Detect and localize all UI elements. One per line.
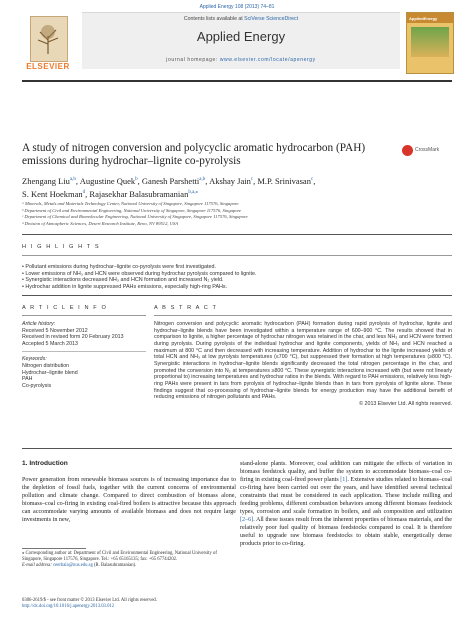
- issn-line: 0306-2619/$ - see front matter © 2013 Elsevier Ltd. All rights reserved.: [22, 598, 157, 603]
- highlight-item: • Pollutant emissions during hydrochar–lignite co-pyrolysis were first investigated.: [22, 264, 216, 270]
- author-affil-sup: a,b: [199, 177, 206, 182]
- author-separator: ,: [85, 188, 90, 199]
- author-name[interactable]: S. Kent Hoekman: [22, 188, 83, 199]
- abstract-heading: A B S T R A C T: [154, 305, 218, 311]
- affiliation-item: ᶜ Department of Chemical and Biomolecular Engineering, National University of Singapore, Singapore 117576, Singapore: [22, 214, 248, 219]
- author-separator: ,: [205, 175, 210, 186]
- journal-header: [22, 12, 452, 78]
- affiliation-rule: [22, 234, 452, 235]
- keyword-item: PAH: [22, 376, 33, 383]
- author-affil-sup: b: [135, 177, 138, 182]
- highlights-end-rule: [22, 295, 452, 296]
- elsevier-logo[interactable]: [22, 14, 74, 76]
- tree-branches-icon: [34, 22, 62, 54]
- journal-citation[interactable]: Applied Energy 108 (2013) 74–81: [199, 4, 275, 10]
- keywords-divider: [22, 347, 146, 352]
- article-info-rule: [22, 315, 146, 316]
- author-name[interactable]: Rajasekhar Balasubramanian: [89, 188, 189, 199]
- sciencedirect-link[interactable]: SciVerse ScienceDirect: [244, 16, 299, 22]
- author-affil-sup: c: [310, 177, 314, 182]
- author-name[interactable]: Augustine Quek: [79, 175, 136, 186]
- author-name[interactable]: Ganesh Parshetti: [141, 175, 200, 186]
- article-info-heading: A R T I C L E I N F O: [22, 305, 108, 311]
- highlights-heading: H I G H L I G H T S: [22, 244, 101, 250]
- email-label: E-mail address:: [22, 563, 54, 568]
- contents-prefix: Contents lists available at: [183, 16, 245, 22]
- intro-text: stand-alone plants. Moreover, coal addition can mitigate the effects of variation in biomass feedstock quality, and buffer the system to accommodate biomass–coal co-firing in existing coal-fired power plants: [240, 461, 452, 484]
- corresponding-author-footnote: [22, 551, 236, 569]
- abstract-text: Nitrogen conversion and polycyclic aromatic hydrocarbon (PAH) formation during rapid pyrolysis of hydrochar, lignite and hydrochar–lignite blends have been investigated within a temperature range of 600–900 °C. The results showed that in comparison to lignite, a higher percentage of hydrochar nitrogen was retained in the char, and less NH₃ and HCN were formed during pyrolysis. During pyrolysis of the individual hydrochar and lignite components, yields of NH₃ and HCN reached a maximum at 800 °C and then decreased with increasing temperature. Addition of hydrochar to the lignite increased yields of total HCN and NH₃ at low pyrolysis temperatures (≤700 °C), but suppressed their formation at high temperatures (≥800 °C). Synergistic interactions in hydrochar–lignite blends significantly decreased the total nitrogen percentage in the char, and promoted the conversion into N₂ at temperatures ≥800 °C. These synergistic interactions increased with (but were not linearly proportional to) increasing temperatures and hydrochar ratios in the blends. With regard to PAH emissions, relatively less high-ring PAHs were present in tars from pyrolysis of hydrochar–lignite blends than in tars from pyrolysis of lignite alone. These findings suggest that co-processing of hydrochar–lignite blends for energy production may have the additional benefit of reducing emissions of nitrogen pollutants and PAHs.: [154, 321, 452, 401]
- author-affil-sup: c: [250, 177, 254, 182]
- intro-text: . Extensive studies related to biomass–coal co-firing have been carried out over the years, and have identified several technical constraints that must be considered in each application. These include milling and feeding problems, different combustion behaviors among different biomass feedstock types, corrosion and scale formation in boilers, and ash composition and utilization: [240, 477, 452, 516]
- abstract-end-rule: [22, 448, 452, 449]
- copyright-line: © 2013 Elsevier Ltd. All rights reserved.: [359, 400, 452, 407]
- author-name[interactable]: M.P. Srinivasan: [257, 175, 311, 186]
- homepage-link[interactable]: www.elsevier.com/locate/apenergy: [219, 57, 316, 63]
- email-link[interactable]: ceerbala@nus.edu.sg: [53, 563, 93, 568]
- author-list: [22, 174, 442, 200]
- crossmark-badge[interactable]: [402, 144, 452, 158]
- highlights-list: [22, 264, 442, 290]
- publisher-logo-text: ELSEVIER: [26, 62, 70, 71]
- email-suffix: (R. Balasubramanian).: [92, 563, 137, 568]
- author-separator: ,: [75, 175, 80, 186]
- affiliation-item: ᵃ Minerals, Metals and Materials Technology Center, National University of Singapore, Singapore 117576, Singapore: [22, 201, 239, 206]
- journal-banner: [82, 12, 400, 69]
- journal-title: Applied Energy: [196, 29, 286, 44]
- article-info: [22, 321, 146, 389]
- crossmark-icon: [402, 145, 413, 156]
- affiliation-list: [22, 201, 442, 227]
- highlight-item: • Synergistic interactions decreased NH₃ and HCN formation and increased N₂ yield.: [22, 277, 224, 284]
- author-separator: ,: [253, 175, 258, 186]
- highlight-item: • Lower emissions of NH₃ and HCN were observed during hydrochar pyrolysis compared to lignite.: [22, 270, 257, 277]
- keyword-item: Nitrogen distribution: [22, 362, 70, 369]
- affiliation-item: ᵇ Department of Civil and Environmental Engineering, National University of Singapore, Singapore 117576, Singapore: [22, 207, 242, 213]
- intro-text: . All these issues result from the inherent properties of biomass materials, and the relatively poor fuel quality of biomass feedstocks compared to coal. It is therefore useful to upgrade raw biomass feedstocks to obtain stable, energetically dense products prior to co-firing.: [240, 517, 452, 548]
- affiliation-item: ᵈ Division of Atmospheric Sciences, Desert Research Institute, Reno, NV 89512, USA: [22, 220, 179, 226]
- reference-link[interactable]: [1]: [340, 477, 348, 484]
- journal-homepage: [82, 57, 400, 63]
- keyword-item: Hydrochar–lignite blend: [22, 369, 78, 376]
- author-separator: ,: [137, 175, 142, 186]
- intro-right-column: [240, 460, 452, 549]
- author-affil-sup: b,a,⁎: [188, 189, 199, 195]
- contents-line: [82, 16, 400, 22]
- reference-link[interactable]: [2–6]: [240, 517, 254, 524]
- intro-left-column: Power generation from renewable biomass sources is of increasing importance due to the depletion of fossil fuels, together with the current concerns of environmental pollution and climate change. Compared to direct combustion of biomass alone, biomass–coal co-firing in existing coal-fired boilers is attractive because this approach can accommodate varying amounts of available biomass and does not require large investments in new,: [22, 477, 236, 524]
- abstract: [154, 321, 452, 408]
- journal-cover-image[interactable]: [406, 12, 454, 74]
- author-affil-sup: a,b: [69, 177, 76, 182]
- homepage-prefix: journal homepage:: [166, 57, 220, 63]
- author-affil-sup: d: [82, 189, 86, 195]
- header-rule: [22, 80, 452, 82]
- history-revised: Received in revised form 20 February 2013: [22, 334, 124, 341]
- author-separator: ,: [313, 175, 316, 186]
- footnote-text: ⁎ Corresponding author at: Department of Civil and Environmental Engineering, National University of Singapore, Singapore 117576, Singapore. Tel.: +65 65165135; fax: +65 67744202.: [22, 551, 217, 562]
- history-accepted: Accepted 5 March 2013: [22, 340, 78, 347]
- author-name[interactable]: Zhengang Liu: [22, 175, 70, 186]
- cover-artwork: [411, 27, 449, 57]
- abstract-rule: [154, 315, 452, 316]
- author-name[interactable]: Akshay Jain: [209, 175, 251, 186]
- doi-link[interactable]: http://dx.doi.org/10.1016/j.apenergy.2013.03.012: [22, 604, 115, 609]
- highlights-rule: [22, 255, 452, 256]
- front-matter-info: [22, 598, 322, 610]
- keywords-label: Keywords:: [22, 356, 47, 363]
- section-heading-introduction: 1. Introduction: [22, 460, 68, 467]
- crossmark-label: CrossMark: [415, 147, 440, 153]
- footnote-rule: [22, 548, 86, 549]
- cover-label: AppliedEnergy: [409, 16, 438, 21]
- article-title: A study of nitrogen conversion and polycyclic aromatic hydrocarbon (PAH) emissions during hydrochar–lignite co-pyrolysis: [22, 142, 366, 167]
- highlight-item: • Hydrochar addition in lignite suppressed PAHs emissions, especially high-ring PAHs.: [22, 283, 228, 290]
- keyword-item: Co-pyrolysis: [22, 382, 52, 389]
- history-received: Received 5 November 2012: [22, 327, 88, 334]
- history-label: Article history:: [22, 321, 56, 327]
